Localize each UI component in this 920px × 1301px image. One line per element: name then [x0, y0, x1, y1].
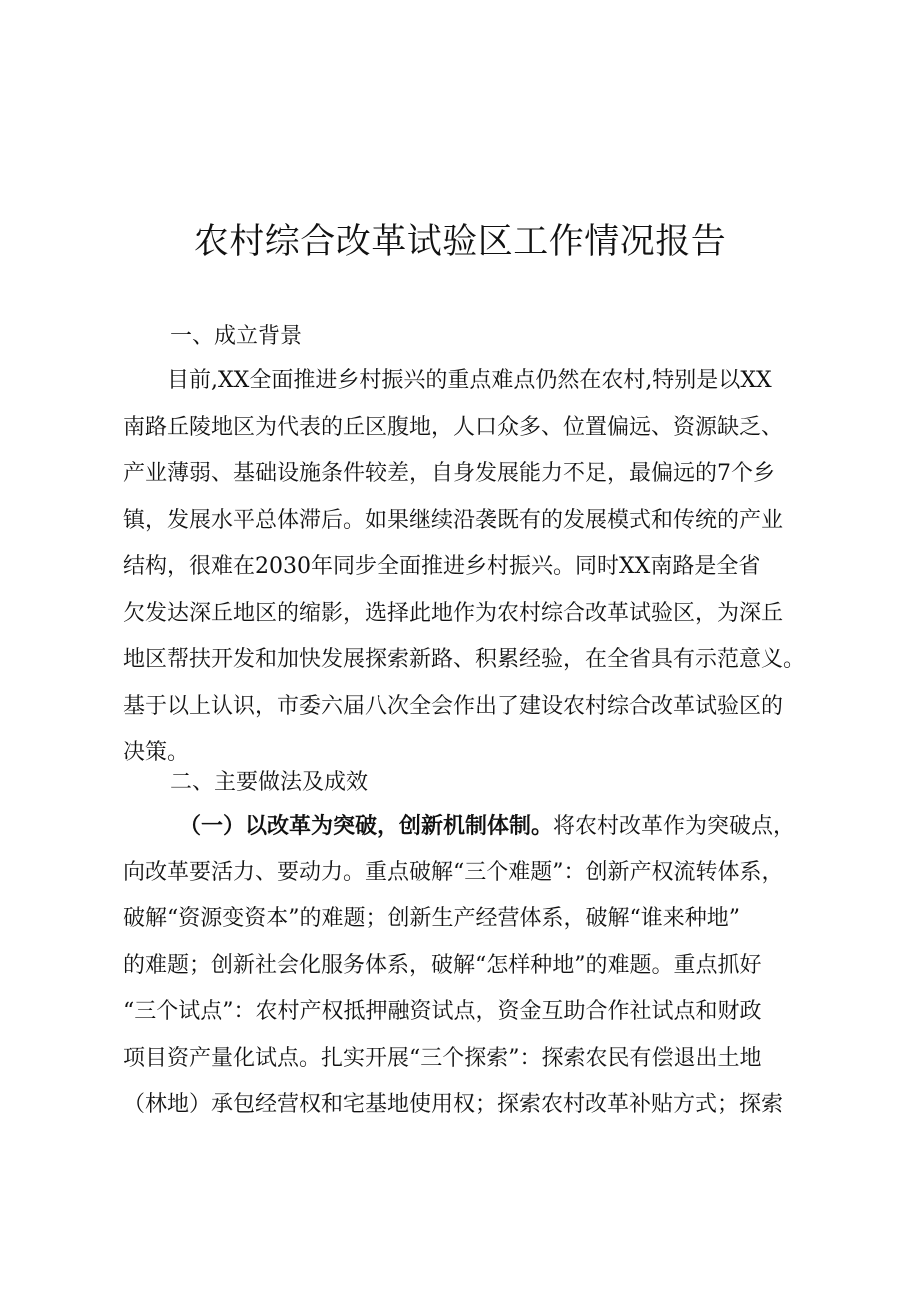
section-heading-measures: 二、主要做法及成效 [170, 770, 369, 795]
paragraph-line [123, 803, 823, 850]
paragraph-line: 破解“资源变资本”的难题；创新生产经营体系，破解“谁来种地” [123, 906, 740, 931]
paragraph-line: 的难题；创新社会化服务体系，破解“怎样种地”的难题。重点抓好 [123, 952, 762, 978]
paragraph-line: 产业薄弱、基础设施条件较差，自身发展能力不足，最偏远的7个乡 [123, 461, 775, 486]
paragraph-line-text: 将农村改革作为突破点， [553, 814, 796, 839]
paragraph-line: 目前,XX全面推进乡村振兴的重点难点仍然在农村,特别是以XX [123, 368, 772, 393]
section-heading-background: 一、成立背景 [170, 324, 303, 349]
paragraph-line: （林地）承包经营权和宅基地使用权；探索农村改革补贴方式；探索 [123, 1092, 784, 1117]
subheading-reform: （一）以改革为突破，创新机制体制。 [179, 813, 554, 839]
paragraph-line: “三个试点”：农村产权抵押融资试点，资金互助合作社试点和财政 [123, 999, 762, 1024]
paragraph-line: 地区帮扶开发和加快发展探索新路、积累经验，在全省具有示范意义。 [123, 647, 806, 672]
section-body-measures [123, 803, 823, 1129]
paragraph-line: 欠发达深丘地区的缩影，选择此地作为农村综合改革试验区，为深丘 [123, 600, 784, 626]
section-body-background [123, 358, 823, 777]
paragraph-line: 镇，发展水平总体滞后。如果继续沿袭既有的发展模式和传统的产业 [123, 507, 784, 533]
paragraph-line: 向改革要活力、要动力。重点破解“三个难题”：创新产权流转体系， [123, 859, 784, 885]
paragraph-line: 决策。 [123, 740, 190, 765]
paragraph-line: 项目资产量化试点。扎实开展“三个探索”：探索农民有偿退出土地 [123, 1045, 762, 1071]
paragraph-line: 结构，很难在2030年同步全面推进乡村振兴。同时XX南路是全省 [123, 554, 761, 579]
document-title: 农村综合改革试验区工作情况报告 [193, 222, 727, 262]
paragraph-line: 基于以上认识，市委六届八次全会作出了建设农村综合改革试验区的 [123, 693, 784, 719]
paragraph-line: 南路丘陵地区为代表的丘区腹地，人口众多、位置偏远、资源缺乏、 [123, 414, 784, 440]
